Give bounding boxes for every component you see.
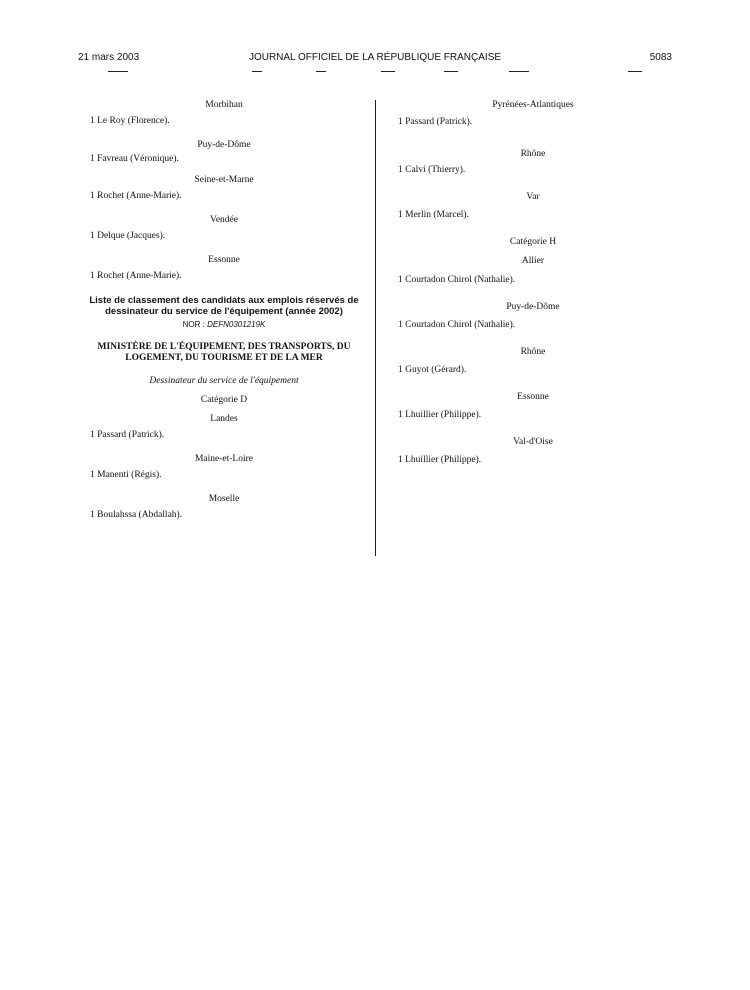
nor-code: DEFN0301219K bbox=[207, 320, 266, 329]
candidate-entry: 1 Boulahssa (Abdallah). bbox=[90, 510, 183, 520]
column-divider bbox=[375, 100, 376, 556]
header-rule-segment bbox=[381, 71, 395, 72]
department-heading: Puy-de-Dôme bbox=[506, 302, 560, 312]
department-heading: Maine-et-Loire bbox=[194, 454, 254, 464]
header-rule-segment bbox=[252, 71, 262, 72]
candidate-entry: 1 Passard (Patrick). bbox=[398, 117, 473, 127]
category-heading: Catégorie H bbox=[509, 237, 557, 247]
candidate-entry: 1 Delque (Jacques). bbox=[90, 231, 166, 241]
department-heading: Seine-et-Marne bbox=[194, 175, 254, 185]
department-heading: Rhône bbox=[520, 347, 546, 357]
candidate-entry: 1 Passard (Patrick). bbox=[90, 430, 165, 440]
candidate-entry: 1 Le Roy (Florence). bbox=[90, 116, 170, 126]
department-heading: Landes bbox=[210, 414, 238, 424]
candidate-entry: 1 Courtadon Chirol (Nathalie). bbox=[398, 275, 516, 285]
header-journal-title: JOURNAL OFFICIEL DE LA RÉPUBLIQUE FRANÇAISE bbox=[248, 52, 502, 63]
department-heading: Pyrénées-Atlantiques bbox=[492, 100, 574, 110]
department-heading: Var bbox=[526, 192, 540, 202]
header-rule-segment bbox=[316, 71, 326, 72]
candidate-entry: 1 Favreau (Véronique). bbox=[90, 154, 179, 164]
ministry-heading: MINISTÈRE DE L'ÉQUIPEMENT, DES TRANSPORTS, DU LOGEMENT, DU TOURISME ET DE LA MER bbox=[97, 342, 351, 363]
department-heading: Rhône bbox=[520, 149, 546, 159]
candidate-entry: 1 Guyot (Gérard). bbox=[398, 365, 467, 375]
header-date: 21 mars 2003 bbox=[78, 52, 140, 63]
nor-label: NOR : bbox=[182, 320, 205, 329]
candidate-entry: 1 Manenti (Régis). bbox=[90, 470, 162, 480]
candidate-entry: 1 Lhuillier (Philippe). bbox=[398, 410, 482, 420]
section-subtitle: Dessinateur du service de l'équipement bbox=[149, 376, 299, 386]
department-heading: Vendée bbox=[210, 215, 238, 225]
left-column bbox=[80, 100, 368, 520]
candidate-entry: 1 Rochet (Anne-Marie). bbox=[90, 191, 182, 201]
department-heading: Essonne bbox=[208, 255, 240, 265]
header-rule-segment bbox=[444, 71, 458, 72]
header-rule-segment bbox=[509, 71, 529, 72]
department-heading: Val-d'Oise bbox=[513, 437, 553, 447]
category-heading: Catégorie D bbox=[200, 395, 248, 405]
candidate-entry: 1 Merlin (Marcel). bbox=[398, 210, 469, 220]
page-header bbox=[78, 52, 672, 66]
candidate-entry: 1 Rochet (Anne-Marie). bbox=[90, 271, 182, 281]
department-heading: Puy-de-Dôme bbox=[197, 140, 251, 150]
right-column bbox=[388, 100, 678, 465]
department-heading: Morbihan bbox=[205, 100, 243, 110]
nor-reference bbox=[80, 320, 368, 329]
department-heading: Moselle bbox=[208, 494, 240, 504]
header-page-number: 5083 bbox=[649, 52, 672, 63]
department-heading: Essonne bbox=[517, 392, 549, 402]
header-rule-segment bbox=[108, 71, 128, 72]
candidate-entry: 1 Calvi (Thierry). bbox=[398, 165, 466, 175]
department-heading: Allier bbox=[521, 256, 545, 266]
list-title: Liste de classement des candidats aux emplois réservés de dessinateur du service de l'équipement (année 2002) bbox=[89, 295, 359, 317]
candidate-entry: 1 Courtadon Chirol (Nathalie). bbox=[398, 320, 516, 330]
header-rule-segment bbox=[628, 71, 642, 72]
candidate-entry: 1 Lhuillier (Philippe). bbox=[398, 455, 482, 465]
